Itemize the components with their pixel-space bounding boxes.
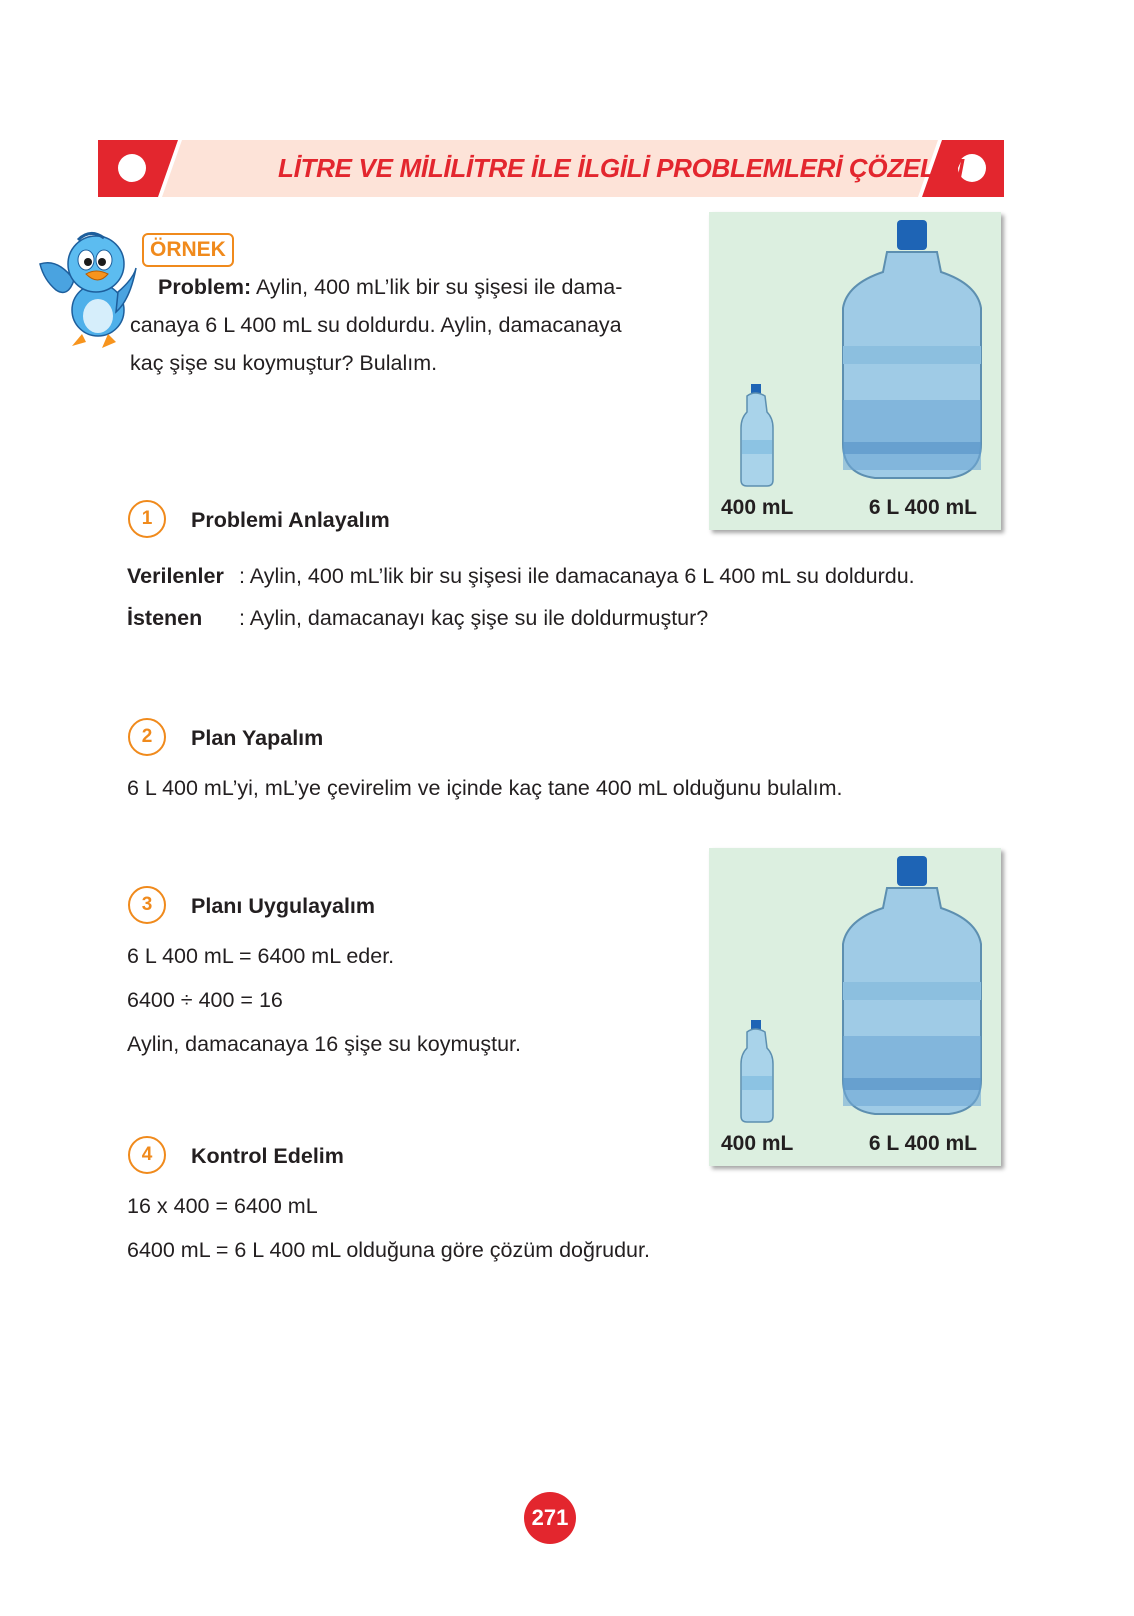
problem-line-2: canaya 6 L 400 mL su doldurdu. Aylin, damacanaya — [130, 313, 622, 337]
step-1-title: Problemi Anlayalım — [191, 508, 390, 532]
small-bottle-label: 400 mL — [721, 496, 794, 519]
step-3-line-2: 6400 ÷ 400 = 16 — [127, 988, 283, 1012]
given-text: : Aylin, 400 mL’lik bir su şişesi ile damacanaya 6 L 400 mL su doldurdu. — [239, 564, 915, 588]
example-badge: ÖRNEK — [142, 233, 234, 267]
jug-label: 6 L 400 mL — [868, 496, 977, 519]
given-label: Verilenler — [127, 564, 224, 588]
small-bottle-label-2: 400 mL — [721, 1132, 794, 1155]
step-4-title: Kontrol Edelim — [191, 1144, 344, 1168]
step-3-line-1: 6 L 400 mL = 6400 mL eder. — [127, 944, 395, 968]
asked-text: : Aylin, damacanayı kaç şişe su ile doldurmuştur? — [239, 606, 709, 630]
jug-label-2: 6 L 400 mL — [868, 1132, 977, 1155]
step-2-line-1: 6 L 400 mL’yi, mL’ye çevirelim ve içinde kaç tane 400 mL olduğunu bulalım. — [127, 776, 843, 800]
step-3-number: 3 — [128, 886, 166, 924]
step-4-number: 4 — [128, 1136, 166, 1174]
asked-line — [127, 606, 708, 631]
problem-label: Problem: — [158, 275, 252, 299]
bottles-illustration-2 — [709, 848, 1001, 1166]
water-bottles-image-2 — [709, 848, 1001, 1166]
problem-line-3: kaç şişe su koymuştur? Bulalım. — [130, 351, 438, 375]
step-4-line-2: 6400 mL = 6 L 400 mL olduğuna göre çözüm doğrudur. — [127, 1238, 650, 1262]
step-1-number: 1 — [128, 500, 166, 538]
bottles-illustration-1 — [709, 212, 1001, 530]
step-2-title: Plan Yapalım — [191, 726, 324, 750]
step-3-line-3: Aylin, damacanaya 16 şişe su koymuştur. — [127, 1032, 521, 1056]
water-jug-icon — [843, 220, 981, 478]
water-jug-icon — [843, 856, 981, 1114]
bird-mascot-icon — [38, 228, 138, 354]
problem-statement — [130, 268, 690, 382]
small-bottle-icon — [741, 384, 773, 486]
page-title: LİTRE VE MİLİLİTRE İLE İLGİLİ PROBLEMLERİ ÇÖZELİM — [278, 153, 964, 183]
asked-label: İstenen — [127, 606, 203, 630]
small-bottle-icon — [741, 1020, 773, 1122]
given-line — [127, 564, 915, 589]
step-4-line-1: 16 x 400 = 6400 mL — [127, 1194, 318, 1218]
step-3-title: Planı Uygulayalım — [191, 894, 376, 918]
water-bottles-image — [709, 212, 1001, 530]
section-banner — [98, 140, 1004, 197]
page-number: 271 — [524, 1492, 576, 1544]
problem-line-1: Aylin, 400 mL’lik bir su şişesi ile dama- — [251, 275, 623, 299]
left-dot-icon — [118, 154, 146, 182]
step-2-number: 2 — [128, 718, 166, 756]
